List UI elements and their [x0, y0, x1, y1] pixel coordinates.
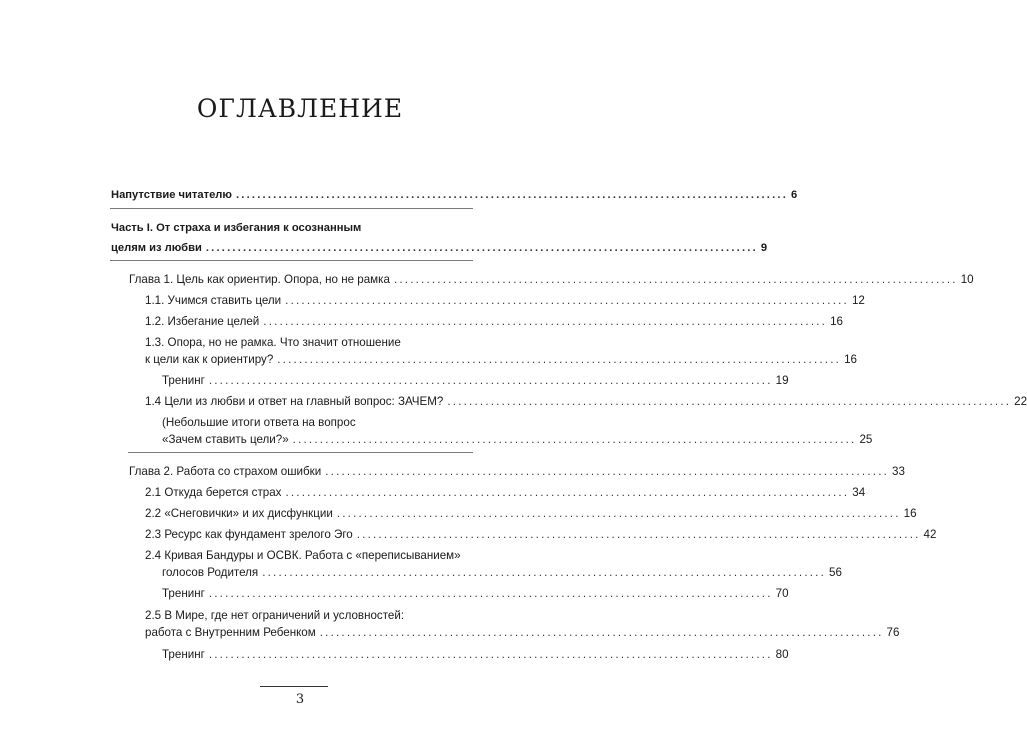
- toc-entry-training-3[interactable]: [162, 646, 789, 664]
- toc-entry-page: 70: [775, 587, 789, 600]
- dot-leader: ........................................................................................................: [336, 507, 901, 520]
- toc-entry-page: 16: [903, 507, 917, 520]
- toc-entry-label: Напутствие читателю: [111, 189, 232, 201]
- dot-leader: ........................................................................................................: [262, 566, 827, 579]
- toc-title: ОГЛАВЛЕНИЕ: [196, 94, 404, 123]
- toc-entry-2-3[interactable]: [145, 526, 937, 544]
- toc-entry-1-2[interactable]: [145, 313, 843, 331]
- toc-entry-1-3: 1.3. Опора, но не рамка. Что значит отношение: [145, 336, 401, 349]
- toc-entry-part-1-cont[interactable]: [111, 239, 768, 257]
- dot-leader: ........................................................................................................: [277, 353, 842, 366]
- toc-entry-2-4: 2.4 Кривая Бандуры и ОСВК. Работа с «переписыванием»: [145, 549, 461, 562]
- toc-entry-label: Тренинг: [162, 648, 205, 661]
- dot-leader: ........................................................................................................: [285, 486, 850, 499]
- toc-entry-page: 25: [859, 433, 873, 446]
- toc-entry-1-1[interactable]: [145, 292, 865, 310]
- toc-entry-label: 1.2. Избегание целей: [145, 315, 260, 328]
- dot-leader: ........................................................................................................: [292, 433, 857, 446]
- toc-entry-label: 1.1. Учимся ставить цели: [145, 294, 282, 307]
- toc-entry-page: 9: [760, 242, 768, 254]
- toc-entry-page: 12: [851, 294, 865, 307]
- toc-entry-page: 10: [960, 273, 974, 286]
- footer-rule: [260, 686, 328, 687]
- toc-entry-label: Глава 1. Цель как ориентир. Опора, но не рамка: [129, 273, 390, 286]
- toc-entry-page: 22: [1014, 395, 1027, 408]
- toc-entry-page: 76: [886, 626, 900, 639]
- toc-entry-label: Тренинг: [162, 587, 205, 600]
- separator-rule: [110, 208, 473, 209]
- dot-leader: ........................................................................................................: [208, 374, 773, 387]
- toc-entry-label: к цели как к ориентиру?: [145, 353, 274, 366]
- dot-leader: ........................................................................................................: [325, 465, 890, 478]
- toc-entry-label: 1.4 Цели из любви и ответ на главный вопрос: ЗАЧЕМ?: [145, 395, 444, 408]
- toc-entry-label: 2.3 Ресурс как фундамент зрелого Эго: [145, 528, 353, 541]
- toc-entry-page: 16: [844, 353, 857, 366]
- toc-entry-label: «Зачем ставить цели?»: [162, 433, 289, 446]
- dot-leader: ........................................................................................................: [393, 273, 958, 286]
- toc-entry-chapter-2[interactable]: [129, 463, 905, 481]
- toc-entry-label: Тренинг: [162, 374, 205, 387]
- toc-entry-summary: (Небольшие итоги ответа на вопрос: [162, 416, 356, 429]
- toc-entry-page: 16: [830, 315, 843, 328]
- toc-entry-label: работа с Внутренним Ребенком: [145, 626, 316, 639]
- toc-entry-page: 56: [829, 566, 842, 579]
- toc-entry-page: 42: [923, 528, 937, 541]
- toc-entry-page: 34: [852, 486, 866, 499]
- dot-leader: ........................................................................................................: [208, 648, 773, 661]
- toc-entry-2-4-cont[interactable]: [162, 564, 842, 582]
- toc-entry-chapter-1[interactable]: [129, 271, 974, 289]
- toc-entry-label: целям из любви: [111, 242, 202, 254]
- separator-rule: [128, 452, 473, 453]
- dot-leader: ........................................................................................................: [263, 315, 828, 328]
- dot-leader: ........................................................................................................: [235, 189, 789, 201]
- toc-entry-training-1[interactable]: [162, 372, 789, 390]
- dot-leader: ........................................................................................................: [447, 395, 1012, 408]
- toc-entry-1-3-cont[interactable]: [145, 351, 857, 369]
- dot-leader: ........................................................................................................: [356, 528, 921, 541]
- toc-entry-page: 6: [791, 189, 798, 201]
- toc-entry-label: голосов Родителя: [162, 566, 259, 579]
- toc-entry-part-1: Часть I. От страха и избегания к осознанным: [111, 222, 362, 234]
- toc-entry-summary-cont[interactable]: [162, 431, 873, 449]
- toc-entry-page: 33: [892, 465, 905, 478]
- dot-leader: ........................................................................................................: [285, 294, 849, 307]
- toc-entry-2-1[interactable]: [145, 484, 866, 502]
- dot-leader: ........................................................................................................: [319, 626, 884, 639]
- toc-entry-label: Глава 2. Работа со страхом ошибки: [129, 465, 322, 478]
- toc-entry-page: 80: [775, 648, 789, 661]
- toc-entry-page: 19: [775, 374, 789, 387]
- toc-entry-2-2[interactable]: [145, 505, 917, 523]
- toc-entry-label: 2.2 «Снеговички» и их дисфункции: [145, 507, 333, 520]
- page-number: 3: [295, 692, 305, 707]
- dot-leader: ........................................................................................................: [208, 587, 773, 600]
- toc-entry-1-4[interactable]: [145, 393, 1027, 411]
- toc-entry-2-5-cont[interactable]: [145, 624, 900, 642]
- toc-entry-label: 2.1 Откуда берется страх: [145, 486, 282, 499]
- separator-rule: [110, 260, 473, 261]
- toc-entry-foreword[interactable]: [111, 186, 798, 204]
- toc-entry-training-2[interactable]: [162, 585, 789, 603]
- toc-entry-2-5: 2.5 В Мире, где нет ограничений и условностей:: [145, 609, 405, 622]
- dot-leader: ........................................................................................................: [205, 242, 758, 254]
